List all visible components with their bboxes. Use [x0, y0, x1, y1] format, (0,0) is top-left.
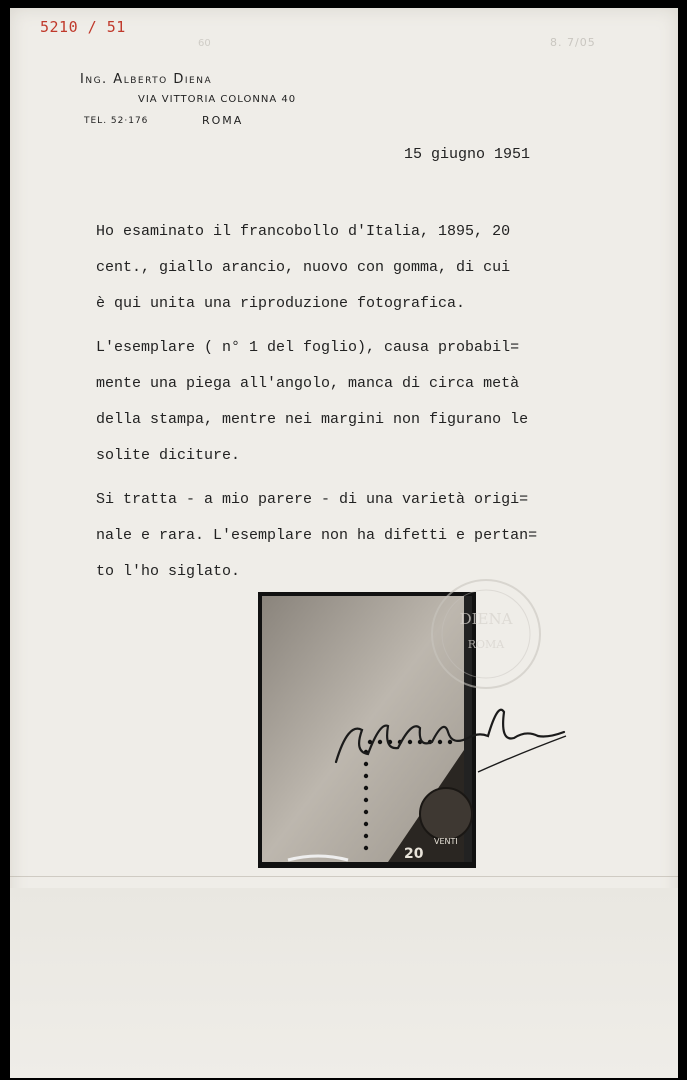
text-line: Ho esaminato il francobollo d'Italia, 1895, 20 — [96, 223, 511, 240]
text-line: è qui unita una riproduzione fotografica. — [96, 295, 466, 312]
text-line: cent., giallo arancio, nuovo con gomma, di cui — [96, 259, 511, 276]
letterhead — [80, 72, 297, 127]
stamp-value: 20 — [404, 846, 424, 862]
pencil-note-right: 8. 7/05 — [550, 36, 596, 49]
letterhead-address: VIA VITTORIA COLONNA 40 — [138, 94, 297, 105]
letterhead-name: Ing. Alberto Diena — [80, 72, 213, 87]
paragraph-3 — [96, 482, 636, 590]
letter-date: 15 giugno 1951 — [404, 146, 531, 163]
letter-body — [96, 214, 636, 598]
handwritten-signature — [328, 692, 578, 782]
letterhead-telephone: TEL. 52·176 — [84, 116, 149, 126]
text-line: L'esemplare ( n° 1 del foglio), causa probabil= — [96, 339, 520, 356]
letterhead-city: ROMA — [202, 114, 244, 127]
reference-number: 5210 / 51 — [40, 18, 126, 36]
signature — [328, 692, 578, 782]
stamp-label: VENTI — [434, 837, 458, 846]
paragraph-2 — [96, 330, 636, 474]
text-line: to l'ho siglato. — [96, 563, 241, 580]
fold-line — [10, 876, 678, 877]
pencil-note-top: 60 — [198, 38, 211, 49]
lower-fold-area — [10, 888, 678, 1078]
text-line: mente una piega all'angolo, manca di circa metà — [96, 375, 520, 392]
seal-bottom-text: ROMA — [467, 638, 505, 651]
text-line: solite diciture. — [96, 447, 241, 464]
seal-top-text: DIENA — [459, 610, 513, 628]
paragraph-1 — [96, 214, 636, 322]
text-line: nale e rara. L'esemplare non ha difetti e pertan= — [96, 527, 538, 544]
text-line: Si tratta - a mio parere - di una varietà origi= — [96, 491, 529, 508]
certificate-sheet — [10, 8, 678, 1072]
text-line: della stampa, mentre nei margini non figurano le — [96, 411, 529, 428]
embossed-seal — [426, 574, 546, 694]
